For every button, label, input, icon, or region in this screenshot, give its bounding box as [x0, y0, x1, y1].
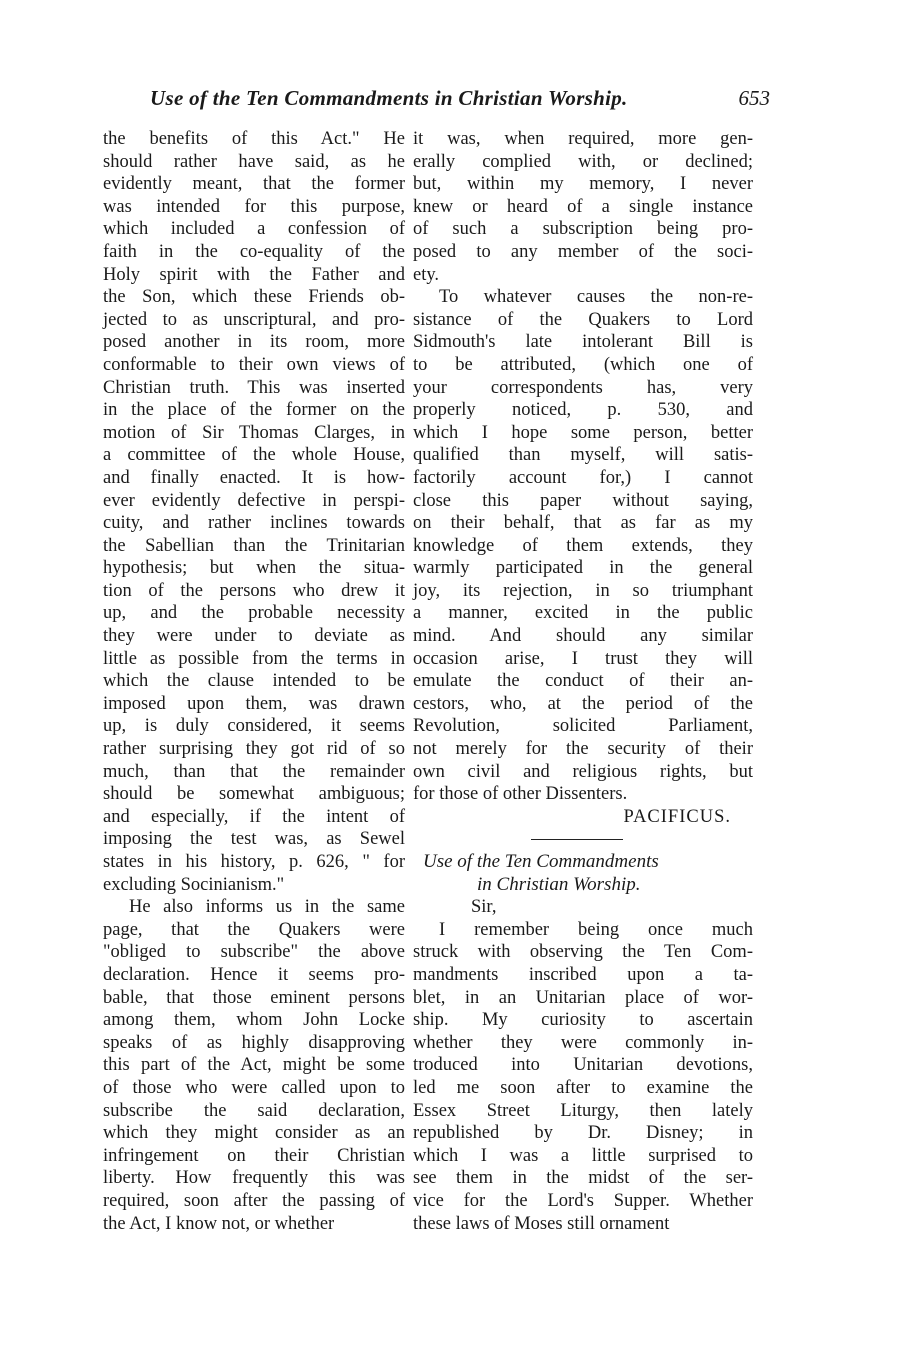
text-line: qualified than myself, will satis- [413, 445, 753, 466]
text-line: warmly participated in the general [413, 558, 753, 579]
text-line: own civil and religious rights, but [413, 761, 753, 782]
text-line: whether they were commonly in- [413, 1032, 753, 1053]
text-line: He also informs us in the same [129, 897, 405, 918]
text-line: but, within my memory, I never [413, 174, 753, 195]
signature: PACIFICUS. [623, 806, 731, 827]
text-line: should be somewhat ambiguous; [103, 784, 405, 805]
text-line: jected to as unscriptural, and pro- [103, 309, 405, 330]
text-line: Revolution, solicited Parliament, [413, 716, 753, 737]
text-line: properly noticed, p. 530, and [413, 400, 753, 421]
text-line: declaration. Hence it seems pro- [103, 964, 405, 985]
article-title-line-2: in Christian Worship. [477, 873, 641, 895]
text-line: Holy spirit with the Father and [103, 264, 405, 285]
text-line: up, and the probable necessity [103, 603, 405, 624]
text-line: motion of Sir Thomas Clarges, in [103, 422, 405, 443]
text-line: posed to any member of the soci- [413, 241, 753, 262]
text-line: which they might consider as an [103, 1123, 405, 1144]
running-header [150, 86, 770, 120]
running-title: Use of the Ten Commandments in Christian Worship. [150, 86, 628, 110]
page-number: 653 [738, 86, 770, 110]
text-line: "obliged to subscribe" the above [103, 942, 405, 963]
text-line: the Son, which these Friends ob- [103, 287, 405, 308]
text-line: which included a confession of [103, 219, 405, 240]
text-line: up, is duly considered, it seems [103, 716, 405, 737]
text-line: they were under to deviate as [103, 626, 405, 647]
text-line: which I hope some person, better [413, 422, 753, 443]
text-line: among them, whom John Locke [103, 1010, 405, 1031]
text-line: faith in the co-equality of the [103, 241, 405, 262]
text-line: and especially, if the intent of [103, 806, 405, 827]
text-line: occasion arise, I trust they will [413, 648, 753, 669]
text-line: tion of the persons who drew it [103, 580, 405, 601]
text-line: for those of other Dissenters. [413, 784, 628, 805]
text-line: sistance of the Quakers to Lord [413, 309, 753, 330]
text-line: imposed upon them, was drawn [103, 693, 405, 714]
text-line: erally complied with, or declined; [413, 151, 753, 172]
text-line: struck with observing the Ten Com- [413, 942, 753, 963]
text-line: of such a subscription being pro- [413, 219, 753, 240]
text-line: and finally enacted. It is how- [103, 467, 405, 488]
text-line: a committee of the whole House, [103, 445, 405, 466]
text-line: conformable to their own views of [103, 354, 405, 375]
text-line: bable, that those eminent persons [103, 987, 405, 1008]
text-line: knowledge of them extends, they [413, 535, 753, 556]
text-line: Sidmouth's late intolerant Bill is [413, 332, 753, 353]
text-line: on their behalf, that as far as my [413, 513, 753, 534]
text-line: much, than that the remainder [103, 761, 405, 782]
text-line: which the clause intended to be [103, 671, 405, 692]
text-line: states in his history, p. 626, " for [103, 852, 405, 872]
text-line: required, soon after the passing of [103, 1190, 405, 1211]
text-line: these laws of Moses still ornament [413, 1213, 670, 1234]
text-line: not merely for the security of their [413, 739, 753, 760]
left-column [103, 128, 405, 1235]
text-line: mandments inscribed upon a ta- [413, 964, 753, 985]
text-line: led me soon after to examine the [413, 1077, 753, 1098]
text-line: close this paper without saying, [413, 490, 753, 511]
text-line: your correspondents has, very [413, 377, 753, 398]
text-line: vice for the Lord's Supper. Whether [413, 1190, 753, 1211]
right-column [413, 128, 753, 1235]
text-line: the Act, I know not, or whether [103, 1213, 335, 1234]
text-line: cestors, who, at the period of the [413, 693, 753, 714]
text-line: evidently meant, that the former [103, 174, 405, 195]
text-line: mind. And should any similar [413, 626, 753, 647]
text-line: To whatever causes the non-re- [439, 287, 753, 308]
text-line: Christian truth. This was inserted [103, 377, 405, 398]
text-line: in the place of the former on the [103, 400, 405, 421]
text-line: it was, when required, more gen- [413, 129, 753, 149]
text-line: republished by Dr. Disney; in [413, 1123, 753, 1144]
text-line: of those who were called upon to [103, 1077, 405, 1098]
right-column-text-top [413, 128, 753, 806]
text-line: blet, in an Unitarian place of wor- [413, 987, 753, 1008]
text-line: ever evidently defective in perspi- [103, 490, 405, 511]
text-line: liberty. How frequently this was [103, 1168, 405, 1189]
text-line: ety. [413, 264, 440, 285]
text-line: excluding Socinianism." [103, 874, 285, 895]
text-line: the Sabellian than the Trinitarian [103, 535, 405, 556]
text-line: I remember being once much [439, 919, 753, 940]
right-column-text-bottom [413, 919, 753, 1235]
text-line: infringement on their Christian [103, 1145, 405, 1166]
text-line: troduced into Unitarian devotions, [413, 1055, 753, 1076]
text-line: Essex Street Liturgy, then lately [413, 1100, 753, 1121]
salutation: Sir, [471, 897, 497, 918]
text-line: to be attributed, (which one of [413, 354, 753, 375]
text-line: was intended for this purpose, [103, 196, 405, 217]
text-line: this part of the Act, might be some [103, 1055, 405, 1076]
text-line: emulate the conduct of their an- [413, 671, 753, 692]
text-line: rather surprising they got rid of so [103, 739, 405, 760]
text-line: joy, its rejection, in so triumphant [413, 580, 753, 601]
text-line: cuity, and rather inclines towards [103, 513, 405, 534]
text-line: hypothesis; but when the situa- [103, 558, 405, 579]
text-line: posed another in its room, more [103, 332, 405, 353]
text-line: factorily account for,) I cannot [413, 467, 753, 488]
text-line: should rather have said, as he [103, 151, 405, 172]
text-line: little as possible from the terms in [103, 648, 405, 669]
text-line: page, that the Quakers were [103, 919, 405, 940]
text-line: see them in the midst of the ser- [413, 1168, 753, 1189]
article-title-line-1: Use of the Ten Commandments [423, 851, 659, 872]
text-line: ship. My curiosity to ascertain [413, 1010, 753, 1031]
text-line: a manner, excited in the public [413, 603, 753, 624]
text-line: which I was a little surprised to [413, 1145, 753, 1166]
text-line: the benefits of this Act." He [103, 129, 405, 149]
section-divider [413, 828, 753, 851]
text-line: knew or heard of a single instance [413, 196, 753, 217]
text-line: speaks of as highly disapproving [103, 1032, 405, 1053]
text-line: imposing the test was, as Sewel [103, 829, 405, 850]
text-line: subscribe the said declaration, [103, 1100, 405, 1121]
